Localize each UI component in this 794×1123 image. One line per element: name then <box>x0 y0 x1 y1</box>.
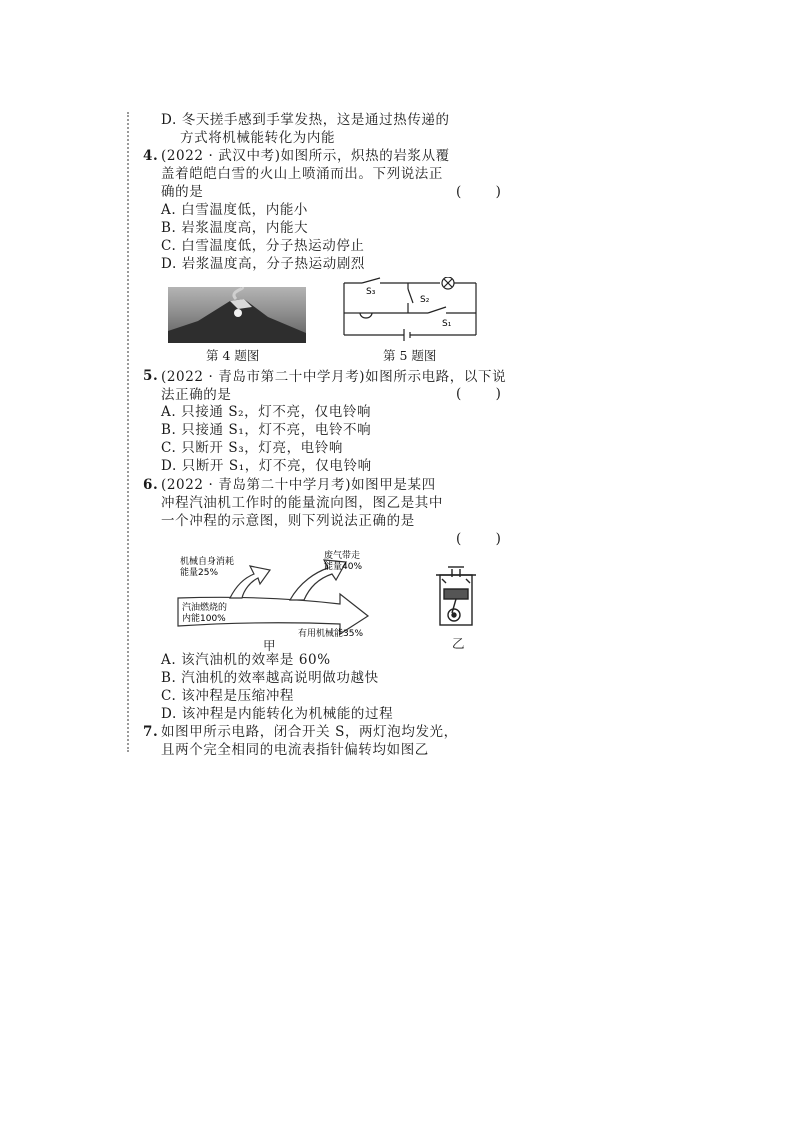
q4-stem-line1: (2022 · 武汉中考)如图所示，炽热的岩浆从覆 <box>161 148 450 164</box>
q4-option-c: C. 白雪温度低，分子热运动停止 <box>161 238 365 254</box>
q5-number: 5. <box>143 368 159 384</box>
fig5-caption: 第 5 题图 <box>383 348 437 363</box>
binding-margin-line <box>127 112 129 752</box>
q4-option-b: B. 岩浆温度高，内能大 <box>161 220 309 236</box>
q5-answer-blank[interactable]: ( ) <box>456 386 501 402</box>
volcano-illustration <box>168 287 306 343</box>
q6-option-a: A. 该汽油机的效率是 60% <box>161 652 331 668</box>
self-loss-label-line2: 能量25% <box>180 568 219 578</box>
q6-option-d: D. 该冲程是内能转化为机械能的过程 <box>161 706 394 722</box>
q5-stem: (2022 · 青岛市第二十中学月考)如图所示电路，以下说法正确的是 <box>161 369 507 403</box>
volcano-photo <box>168 287 306 343</box>
q6-option-c: C. 该冲程是压缩冲程 <box>161 688 295 704</box>
energy-flow-diagram <box>170 548 410 640</box>
circuit-diagram <box>340 277 480 343</box>
q6-stem-line3: 一个冲程的示意图，则下列说法正确的是 <box>161 513 415 529</box>
q6-stem-line1: (2022 · 青岛第二十中学月考)如图甲是某四 <box>161 477 436 493</box>
fuel-energy-label-line1: 汽油燃烧的 <box>182 603 228 613</box>
q3-option-d-line1: D. 冬天搓手感到手掌发热，这是通过热传递的 <box>161 112 450 128</box>
exhaust-label-line1: 废气带走 <box>324 551 361 561</box>
switch-s2-label: S₂ <box>420 295 430 305</box>
q4-option-a: A. 白雪温度低，内能小 <box>161 202 309 218</box>
fig4-caption: 第 4 题图 <box>206 348 260 363</box>
q4-stem-line2: 盖着皑皑白雪的火山上喷涌而出。下列说法正 <box>161 166 443 182</box>
q4-answer-blank[interactable]: ( ) <box>456 184 501 200</box>
q5-option-c: C. 只断开 S₃，灯亮，电铃响 <box>161 440 343 456</box>
q5-option-a: A. 只接通 S₂，灯不亮，仅电铃响 <box>161 404 372 420</box>
self-loss-label-line1: 机械自身消耗 <box>180 557 235 567</box>
switch-s1-label: S₁ <box>442 319 452 329</box>
q4-option-d: D. 岩浆温度高，分子热运动剧烈 <box>161 256 366 272</box>
q7-stem-line1: 如图甲所示电路，闭合开关 S，两灯泡均发光， <box>161 724 458 740</box>
q7-number: 7. <box>143 724 159 740</box>
q4-stem-line3: 确的是 <box>161 184 204 200</box>
exhaust-label-line2: 能量40% <box>324 562 363 572</box>
q3-option-d-line2: 方式将机械能转化为内能 <box>180 130 336 146</box>
engine-cylinder-diagram <box>430 565 482 631</box>
fuel-energy-label-line2: 内能100% <box>182 614 226 624</box>
q5-option-d: D. 只断开 S₁，灯不亮，仅电铃响 <box>161 458 372 474</box>
q5-option-b: B. 只接通 S₁，灯不亮，电铃不响 <box>161 422 372 438</box>
q6-number: 6. <box>143 477 159 493</box>
fig6-jia-caption: 甲 <box>263 638 276 653</box>
q6-answer-blank[interactable]: ( ) <box>456 531 501 547</box>
switch-s3-label: S₃ <box>366 287 376 297</box>
q6-stem-line2: 冲程汽油机工作时的能量流向图，图乙是其中 <box>161 495 443 511</box>
q6-option-b: B. 汽油机的效率越高说明做功越快 <box>161 670 379 686</box>
q4-number: 4. <box>143 148 159 164</box>
fig6-yi-caption: 乙 <box>452 636 465 651</box>
q7-stem-line2: 且两个完全相同的电流表指针偏转均如图乙 <box>161 742 429 758</box>
useful-energy-label: 有用机械能35% <box>298 629 364 639</box>
